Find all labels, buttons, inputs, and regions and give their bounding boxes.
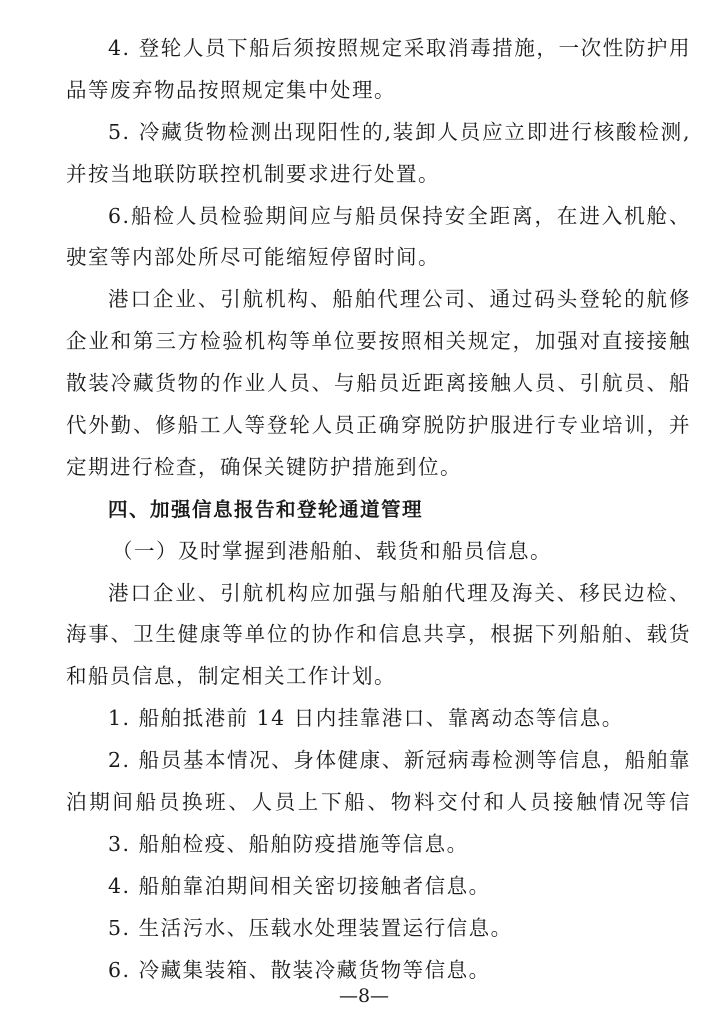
text-line: 2. 船员基本情况、身体健康、新冠病毒检测等信息，船舶靠	[108, 748, 691, 773]
text-line: 1. 船舶抵港前 14 日内挂靠港口、靠离动态等信息。	[108, 706, 624, 731]
text-line: 并按当地联防联控机制要求进行处置。	[66, 161, 440, 186]
text-line: 6. 冷藏集装箱、散装冷藏货物等信息。	[108, 957, 491, 982]
text-line: 和船员信息，制定相关工作计划。	[66, 664, 396, 689]
text-line: 4. 登轮人员下船后须按照规定采取消毒措施，一次性防护用	[108, 36, 691, 60]
text-line: 港口企业、引航机构、船舶代理公司、通过码头登轮的航修	[108, 287, 691, 312]
section-heading: 四、加强信息报告和登轮通道管理	[108, 497, 424, 521]
subsection-heading: （一）及时掌握到港船舶、载货和船员信息。	[112, 538, 552, 563]
text-line: 5. 生活污水、压载水处理装置运行信息。	[108, 915, 513, 940]
text-line: 企业和第三方检验机构等单位要按照相关规定，加强对直接接触	[66, 329, 691, 354]
text-line: 4. 船舶靠泊期间相关密切接触者信息。	[108, 873, 491, 898]
text-line: 港口企业、引航机构应加强与船舶代理及海关、移民边检、	[108, 580, 691, 605]
text-line: 海事、卫生健康等单位的协作和信息共享，根据下列船舶、载货	[66, 622, 691, 647]
text-line: 5. 冷藏货物检测出现阳性的,装卸人员应立即进行核酸检测,	[108, 119, 691, 144]
text-line: 3. 船舶检疫、船舶防疫措施等信息。	[108, 831, 469, 856]
text-line: 泊期间船员换班、人员上下船、物料交付和人员接触情况等信	[66, 790, 691, 815]
text-line: 6.船检人员检验期间应与船员保持安全距离，在进入机舱、	[108, 203, 691, 228]
page-number: —8—	[338, 985, 390, 1007]
text-line: 定期进行检查，确保关键防护措施到位。	[66, 454, 462, 479]
document-body	[66, 28, 691, 991]
text-line: 散装冷藏货物的作业人员、与船员近距离接触人员、引航员、船	[66, 371, 691, 396]
text-line: 代外勤、修船工人等登轮人员正确穿脱防护服进行专业培训，并	[66, 413, 691, 438]
text-line: 驶室等内部处所尽可能缩短停留时间。	[66, 245, 440, 270]
text-line: 品等废弃物品按照规定集中处理。	[66, 77, 396, 102]
